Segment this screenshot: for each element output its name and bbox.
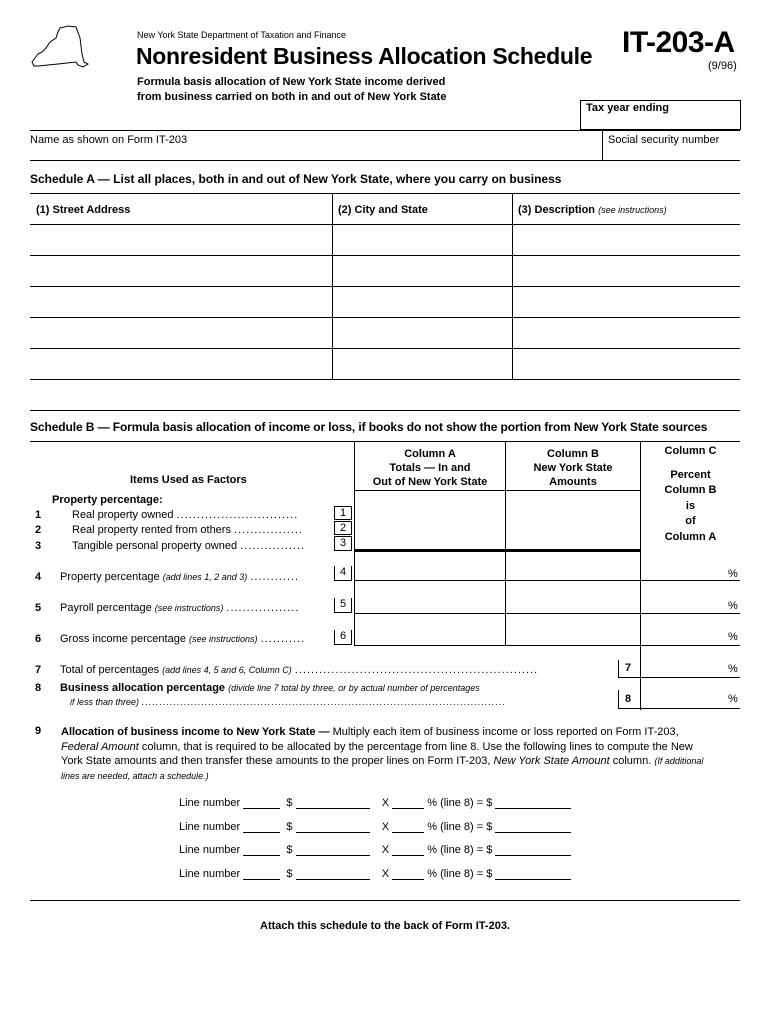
line-8-percent-sign: % xyxy=(728,693,738,705)
computation-row-4: Line number $ X % (line 8) = $ xyxy=(179,868,571,880)
name-label: Name as shown on Form IT-203 xyxy=(30,134,188,146)
schedule-a-row-3[interactable] xyxy=(30,287,740,317)
line-2-box: 2 xyxy=(334,521,352,535)
computation-row-4-percent-input[interactable] xyxy=(392,869,424,880)
computation-row-4-line-number-input[interactable] xyxy=(243,869,280,880)
line-5-column-c-input[interactable] xyxy=(641,581,740,613)
computation-row-1-percent-input[interactable] xyxy=(392,798,424,809)
property-percentage-header: Property percentage: xyxy=(52,494,163,506)
line-4-column-a-input[interactable] xyxy=(355,553,505,580)
computation-row-3-amount-input[interactable] xyxy=(296,845,370,856)
line-7-column-c-input[interactable] xyxy=(641,646,740,677)
subtitle-line-1: Formula basis allocation of New York State income derived xyxy=(137,76,446,88)
line-4-column-c-input[interactable] xyxy=(641,553,740,580)
computation-row-2-line-number-input[interactable] xyxy=(243,822,280,833)
agency-name: New York State Department of Taxation and Finance xyxy=(137,30,346,40)
line-2-label: Real property rented from others ................. xyxy=(72,524,303,536)
line-4-label: Property percentage (add lines 1, 2 and 3) ............ xyxy=(60,571,300,583)
column-c-header: Column C Percent Column B is of Column A xyxy=(664,445,717,543)
form-number: IT-203-A xyxy=(622,26,735,59)
form-revision: (9/96) xyxy=(708,60,737,72)
line-6-percent-sign: % xyxy=(728,631,738,643)
schedule-a-row-2[interactable] xyxy=(30,256,740,286)
computation-row-2-result-input[interactable] xyxy=(495,822,571,833)
computation-row-3-line-number-input[interactable] xyxy=(243,845,280,856)
items-header: Items Used as Factors xyxy=(130,474,247,486)
schedule-a-row-1[interactable] xyxy=(30,225,740,255)
line-7-percent-sign: % xyxy=(728,663,738,675)
line-8-label: Business allocation percentage (divide line 7 total by three, or by actual number of percentages xyxy=(60,682,480,694)
computation-row-2: Line number $ X % (line 8) = $ xyxy=(179,821,571,833)
computation-row-1-amount-input[interactable] xyxy=(296,798,370,809)
line-5-column-b-input[interactable] xyxy=(506,581,640,613)
subtitle-line-2: from business carried on both in and out of New York State xyxy=(137,91,447,103)
schedule-a-col-city: (2) City and State xyxy=(338,204,428,216)
line-5-percent-sign: % xyxy=(728,600,738,612)
computation-row-4-amount-input[interactable] xyxy=(296,869,370,880)
line-4-percent-sign: % xyxy=(728,568,738,580)
line-4-box: 4 xyxy=(334,566,352,581)
computation-row-1-result-input[interactable] xyxy=(495,798,571,809)
ssn-field[interactable] xyxy=(603,131,740,161)
line-9-number: 9 xyxy=(35,725,42,737)
schedule-a-col-street: (1) Street Address xyxy=(36,204,131,216)
line-8-number: 8 xyxy=(35,682,42,694)
line-2-column-b-input[interactable] xyxy=(506,521,640,536)
tax-year-label: Tax year ending xyxy=(586,102,669,114)
line-5-label: Payroll percentage (see instructions) .................. xyxy=(60,602,300,614)
computation-row-3-percent-input[interactable] xyxy=(392,845,424,856)
line-5-column-a-input[interactable] xyxy=(355,581,505,613)
line-3-box: 3 xyxy=(334,536,352,551)
line-7-box: 7 xyxy=(625,662,632,674)
computation-row-4-result-input[interactable] xyxy=(495,869,571,880)
line-1-column-b-input[interactable] xyxy=(506,506,640,521)
schedule-a-title: Schedule A — List all places, both in and out of New York State, where you carry on business xyxy=(30,172,562,186)
computation-row-3-result-input[interactable] xyxy=(495,845,571,856)
form-title: Nonresident Business Allocation Schedule xyxy=(136,43,593,69)
line-6-column-b-input[interactable] xyxy=(506,614,640,645)
line-2-column-a-input[interactable] xyxy=(355,521,505,536)
name-field[interactable] xyxy=(30,131,602,161)
line-6-column-c-input[interactable] xyxy=(641,614,740,645)
line-5-box: 5 xyxy=(334,598,352,613)
line-8-label-continued: if less than three) ........................................................................................................ xyxy=(70,697,506,707)
line-7-number: 7 xyxy=(35,664,42,676)
column-a-header: Column A Totals — In and Out of New York State xyxy=(372,448,488,488)
new-york-state-outline-icon xyxy=(28,24,90,70)
schedule-a-row-5[interactable] xyxy=(30,349,740,379)
line-5-number: 5 xyxy=(35,602,42,614)
line-7-label: Total of percentages (add lines 4, 5 and 6, Column C) ............................................................ xyxy=(60,664,539,676)
computation-row-1: Line number $ X % (line 8) = $ xyxy=(179,797,571,809)
line-1-label: Real property owned .............................. xyxy=(72,509,299,521)
line-9-instructions: Allocation of business income to New York State — Multiply each item of business income or loss reported on Form IT-203, Federal Amount column, that is required to be allocated by the percentage from line 8. Use the following lines to compute the New York State amounts and then transfer these amounts to the proper lines on Form IT-203, New York State Amount column. (If additional lines are needed, attach a schedule.) xyxy=(61,726,704,781)
ssn-label: Social security number xyxy=(608,134,720,146)
computation-row-3: Line number $ X % (line 8) = $ xyxy=(179,844,571,856)
line-8-box: 8 xyxy=(625,693,632,705)
schedule-a-row-4[interactable] xyxy=(30,318,740,348)
computation-row-2-amount-input[interactable] xyxy=(296,822,370,833)
schedule-b-title: Schedule B — Formula basis allocation of income or loss, if books do not show the portion from New York State sources xyxy=(30,420,708,434)
line-6-label: Gross income percentage (see instructions) ........... xyxy=(60,633,306,645)
line-6-box: 6 xyxy=(334,630,352,645)
line-4-column-b-input[interactable] xyxy=(506,553,640,580)
attach-instruction: Attach this schedule to the back of Form IT-203. xyxy=(260,920,510,932)
line-2-number: 2 xyxy=(35,524,42,536)
line-1-number: 1 xyxy=(35,509,42,521)
computation-row-1-line-number-input[interactable] xyxy=(243,798,280,809)
computation-row-2-percent-input[interactable] xyxy=(392,822,424,833)
line-4-number: 4 xyxy=(35,571,42,583)
line-3-number: 3 xyxy=(35,540,42,552)
line-1-column-a-input[interactable] xyxy=(355,506,505,521)
line-6-number: 6 xyxy=(35,633,42,645)
line-6-column-a-input[interactable] xyxy=(355,614,505,645)
line-1-box: 1 xyxy=(334,506,352,520)
line-3-label: Tangible personal property owned ................ xyxy=(72,540,306,552)
line-8-column-c-input[interactable] xyxy=(641,678,740,708)
schedule-a-col-description: (3) Description (see instructions) xyxy=(518,204,667,216)
column-b-header: Column B New York State Amounts xyxy=(533,448,613,488)
